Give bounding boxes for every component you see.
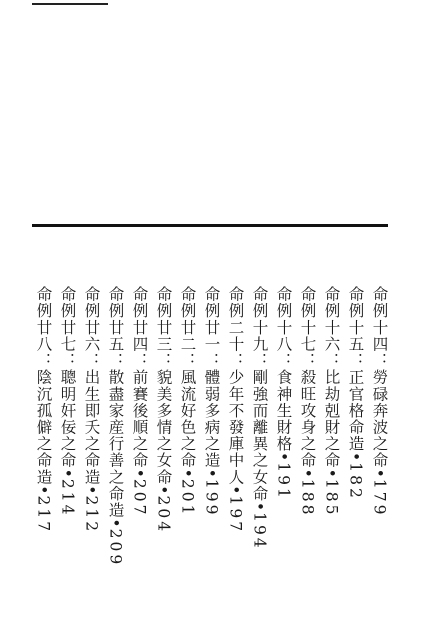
toc-entry bbox=[227, 286, 243, 534]
entry-title: 體弱多病之造 bbox=[202, 369, 221, 469]
leader-dot: • bbox=[274, 452, 293, 463]
entry-title: 陰沉孤僻之命造 bbox=[34, 369, 53, 486]
page-number: 212 bbox=[82, 495, 101, 535]
page-number: 194 bbox=[250, 512, 269, 551]
separator: ： bbox=[106, 352, 125, 370]
separator: ： bbox=[34, 352, 53, 370]
page-number: 191 bbox=[274, 462, 293, 501]
page-number: 217 bbox=[34, 495, 53, 535]
entry-title: 剛強而離異之女命 bbox=[250, 369, 269, 502]
toc-entry bbox=[179, 286, 195, 517]
toc-entry bbox=[323, 286, 339, 517]
entry-title: 出生即夭之命造 bbox=[82, 369, 101, 486]
page-number: 182 bbox=[346, 462, 365, 501]
entry-title: 散盡家産行善之命造 bbox=[106, 369, 125, 519]
entry-title: 正官格命造 bbox=[346, 369, 365, 453]
entry-title: 聰明奸佞之命 bbox=[58, 369, 77, 469]
entry-label: 命例十六 bbox=[322, 286, 341, 353]
entry-label: 命例廿八 bbox=[34, 286, 53, 353]
entry-title: 比劫剋財之命 bbox=[322, 369, 341, 469]
toc-entry bbox=[371, 286, 387, 517]
toc-entry bbox=[155, 286, 171, 534]
separator: ： bbox=[130, 352, 149, 370]
separator: ： bbox=[274, 352, 293, 370]
separator: ： bbox=[346, 352, 365, 370]
toc-entry bbox=[347, 286, 363, 501]
separator: ： bbox=[370, 352, 389, 370]
leader-dot: • bbox=[154, 485, 173, 496]
page-number: 209 bbox=[106, 528, 125, 568]
leader-dot: • bbox=[58, 468, 77, 479]
separator: ： bbox=[202, 352, 221, 370]
entry-label: 命例廿五 bbox=[106, 286, 125, 353]
toc-entry bbox=[299, 286, 315, 517]
leader-dot: • bbox=[322, 468, 341, 479]
leader-dot: • bbox=[298, 468, 317, 479]
entry-label: 命例廿六 bbox=[82, 286, 101, 353]
entry-label: 命例十八 bbox=[274, 286, 293, 353]
separator: ： bbox=[154, 352, 173, 370]
separator: ： bbox=[58, 352, 77, 370]
separator: ： bbox=[178, 352, 197, 370]
page-number: 185 bbox=[322, 478, 341, 518]
toc-entry bbox=[83, 286, 99, 534]
separator: ： bbox=[298, 352, 317, 370]
entry-label: 命例廿一 bbox=[202, 286, 221, 353]
leader-dot: • bbox=[226, 485, 245, 496]
page-number: 179 bbox=[370, 478, 389, 518]
leader-dot: • bbox=[370, 468, 389, 479]
toc-entry bbox=[107, 286, 123, 567]
entry-label: 命例廿七 bbox=[58, 286, 77, 353]
leader-dot: • bbox=[130, 468, 149, 479]
page-number: 204 bbox=[154, 495, 173, 535]
entry-label: 命例廿二 bbox=[178, 286, 197, 353]
page-number: 201 bbox=[178, 478, 197, 518]
leader-dot: • bbox=[82, 485, 101, 496]
entry-title: 貌美多情之女命 bbox=[154, 369, 173, 486]
entry-label: 命例十五 bbox=[346, 286, 365, 353]
leader-dot: • bbox=[250, 501, 269, 513]
page-number: 214 bbox=[58, 478, 77, 518]
entry-title: 食神生財格 bbox=[274, 369, 293, 453]
entry-title: 殺旺攻身之命 bbox=[298, 369, 317, 469]
separator: ： bbox=[82, 352, 101, 370]
toc-entry bbox=[131, 286, 147, 517]
separator: ： bbox=[322, 352, 341, 370]
leader-dot: • bbox=[34, 485, 53, 496]
entry-label: 命例二十 bbox=[226, 286, 245, 353]
toc-entry bbox=[59, 286, 75, 517]
separator: ： bbox=[250, 352, 269, 370]
toc-entry bbox=[275, 286, 291, 501]
page-number: 188 bbox=[298, 478, 317, 518]
toc-entry bbox=[251, 286, 267, 551]
separator: ： bbox=[226, 352, 245, 370]
entry-label: 命例廿四 bbox=[130, 286, 149, 353]
page-number: 197 bbox=[226, 495, 245, 535]
leader-dot: • bbox=[106, 518, 125, 529]
page-number: 199 bbox=[202, 478, 221, 518]
leader-dot: • bbox=[178, 468, 197, 479]
entry-title: 前賽後順之命 bbox=[130, 369, 149, 469]
entry-title: 風流好色之命 bbox=[178, 369, 197, 469]
entry-title: 勞碌奔波之命 bbox=[370, 369, 389, 469]
page-number: 207 bbox=[130, 478, 149, 518]
leader-dot: • bbox=[346, 452, 365, 463]
toc-entry bbox=[35, 286, 51, 534]
entry-label: 命例十九 bbox=[250, 286, 269, 353]
entry-label: 命例十四 bbox=[370, 286, 389, 353]
entry-label: 命例十七 bbox=[298, 286, 317, 353]
leader-dot: • bbox=[202, 468, 221, 479]
toc-entry bbox=[203, 286, 219, 517]
entry-label: 命例廿三 bbox=[154, 286, 173, 353]
entry-title: 少年不發庫中人 bbox=[226, 369, 245, 486]
